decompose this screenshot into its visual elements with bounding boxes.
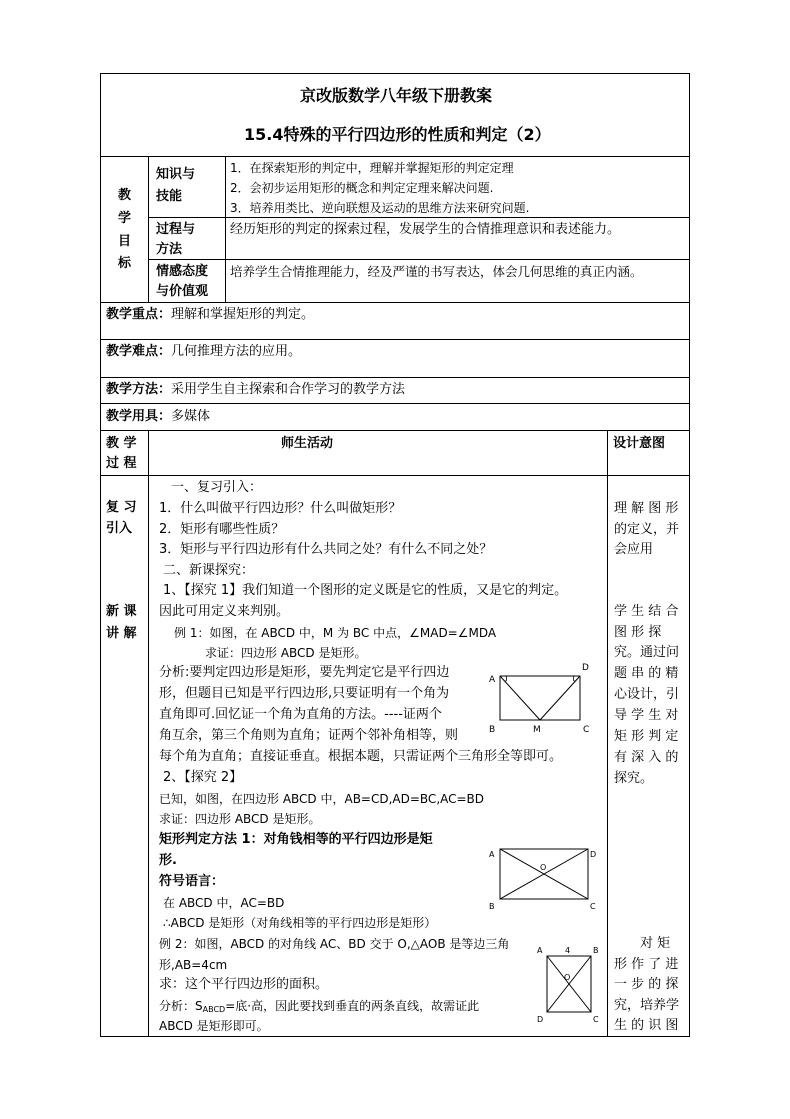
vertex-label: A [537,946,543,955]
activity-line: 一、复习引入： [171,480,263,495]
goals-label-1: 教 [118,188,132,203]
intent-line: 对 矩 [640,936,671,951]
process-label-1: 过程与 [156,222,196,237]
activity-line: 3．矩形与平行四边形有什么共同之处？有什么不同之处？ [159,542,493,557]
activity-line: 2．矩形有哪些性质？ [159,522,285,537]
activity-line: 直角即可.回忆证一个角为直角的方法。----证两个 [159,707,442,722]
stage-review-1: 复 习 [106,500,137,515]
method-row: 教学方法：采用学生自主探索和合作学习的教学方法 [106,382,406,397]
emotion-label-2: 与价值观 [156,284,209,299]
intent-col-header: 设计意图 [613,436,666,451]
goals-label-3: 目 [118,234,132,249]
vertex-label: C [593,1015,599,1024]
activity-line: 角互余，第三个角则为直角；证两个邻补角相等，则 [159,728,459,743]
process-label-2: 方法 [156,242,183,257]
intent-line: 生 的 识 图 [614,1018,679,1033]
intent-line: 究，培养学 [614,998,680,1013]
activity-line: 例 1：如图，在 ABCD 中，M 为 BC 中点，∠MAD=∠MDA [174,626,497,640]
activity-line: 求证：四边形 ABCD 是矩形。 [205,646,367,660]
intent-line: 心设计，引 [614,687,680,702]
goals-label-2: 学 [118,211,132,226]
intent-line: 究。通过问 [614,645,680,660]
intent-line: 形 作 了 进 [614,957,679,972]
activity-line: 分析：SABCD=底·高，因此要找到垂直的两条直线，故需证此 [159,999,480,1014]
activity-col-header: 师生活动 [281,436,334,451]
side-length-label: 4 [565,946,571,955]
key-point-row: 教学重点：理解和掌握矩形的判定。 [106,307,315,322]
vertex-label: C [590,902,596,911]
activity-line: 在 ABCD 中，AC=BD [163,896,285,910]
figure-rectangle-midpoint [486,660,598,740]
vertex-label: M [533,725,541,735]
vertex-label: O [540,863,547,872]
stage-new-2: 讲 解 [106,626,137,641]
goals-label-4: 标 [118,256,132,271]
activity-line: 已知，如图，在四边形 ABCD 中，AB=CD,AD=BC,AC=BD [159,792,485,806]
intent-line: 矩 形 判 定 [614,729,679,744]
intent-line: 会应用 [614,542,654,557]
intent-line: 的定义，并 [614,522,680,537]
stage-new-1: 新 课 [106,604,137,619]
vertex-label: D [590,850,597,859]
vertex-label: B [489,725,496,735]
figure-rectangle-diagonals [486,843,602,913]
difficulty-row: 教学难点：几何推理方法的应用。 [106,344,302,359]
intent-line: 图 形 探 [614,625,662,640]
activity-line: 符号语言： [159,874,225,889]
vertex-label: A [489,675,496,685]
emotion-text: 培养学生合情推理能力，经及严谨的书写表达，体会几何思维的真正内涵。 [230,264,643,279]
process-col-label-2: 过 程 [106,456,137,471]
emotion-label-1: 情感态度 [156,264,209,279]
activity-line: 求：这个平行四边形的面积。 [159,977,329,992]
activity-line: 1、【探究 1】我们知道一个图形的定义既是它的性质，又是它的判定。 [163,583,568,598]
knowledge-label-2: 技能 [156,189,183,204]
activity-line: 求证：四边形 ABCD 是矩形。 [159,812,321,826]
vertex-label: B [593,946,599,955]
vertex-label: O [564,973,571,982]
knowledge-line: 3．培养用类比、逆向联想及运动的思维方法来研究问题. [230,201,530,215]
activity-line: 分析:要判定四边形是矩形，要先判定它是平行四边 [159,665,450,680]
figure-rectangle-equilateral [533,943,603,1025]
activity-line: 1．什么叫做平行四边形？什么叫做矩形？ [159,501,402,516]
knowledge-line: 1．在探索矩形的判定中，理解并掌握矩形的判定定理 [230,161,514,175]
knowledge-label-1: 知识与 [156,167,196,182]
activity-line: 形. [159,853,177,868]
intent-line: 一 步 的 探 [614,977,679,992]
activity-line: ABCD 是矩形即可。 [159,1019,269,1033]
lesson-title: 15.4特殊的平行四边形的性质和判定（2） [244,125,551,144]
activity-line: 例 2：如图，ABCD 的对角线 AC、BD 交于 O,△AOB 是等边三角 [159,937,510,951]
knowledge-line: 2．会初步运用矩形的概念和判定定理来解决问题. [230,181,494,195]
activity-line: 每个角为直角；直接证垂直。根据本题，只需证两个三角形全等即可。 [159,749,563,764]
intent-line: 有 深 入 的 [614,750,679,765]
activity-line: 形，但题目已知是平行四边形,只要证明有一个角为 [159,686,450,701]
activity-line: ∴ABCD 是矩形（对角线相等的平行四边形是矩形） [163,916,437,930]
intent-line: 学 生 结 合 [614,604,679,619]
intent-line: 导 学 生 对 [614,708,679,723]
activity-line: 矩形判定方法 1：对角钱相等的平行四边形是矩 [159,832,433,847]
stage-review-2: 引入 [106,521,133,536]
intent-line: 理 解 图 形 [614,501,679,516]
activity-line: 二、新课探究： [163,563,255,578]
intent-line: 探究。 [614,771,654,786]
tools-row: 教学用具：多媒体 [106,409,211,424]
activity-line: 2、【探究 2】 [163,770,243,785]
activity-line: 因此可用定义来判别。 [159,604,290,619]
process-text: 经历矩形的判定的探索过程，发展学生的合情推理意识和表述能力。 [230,222,621,237]
vertex-label: A [489,850,495,859]
vertex-label: C [583,725,590,735]
process-col-label-1: 教 学 [106,436,137,451]
document-title: 京改版数学八年级下册教案 [300,86,493,105]
activity-line: 形,AB=4cm [159,958,228,972]
intent-line: 题 串 的 精 [614,666,679,681]
vertex-label: D [582,663,589,673]
vertex-label: D [537,1015,544,1024]
vertex-label: B [489,902,495,911]
